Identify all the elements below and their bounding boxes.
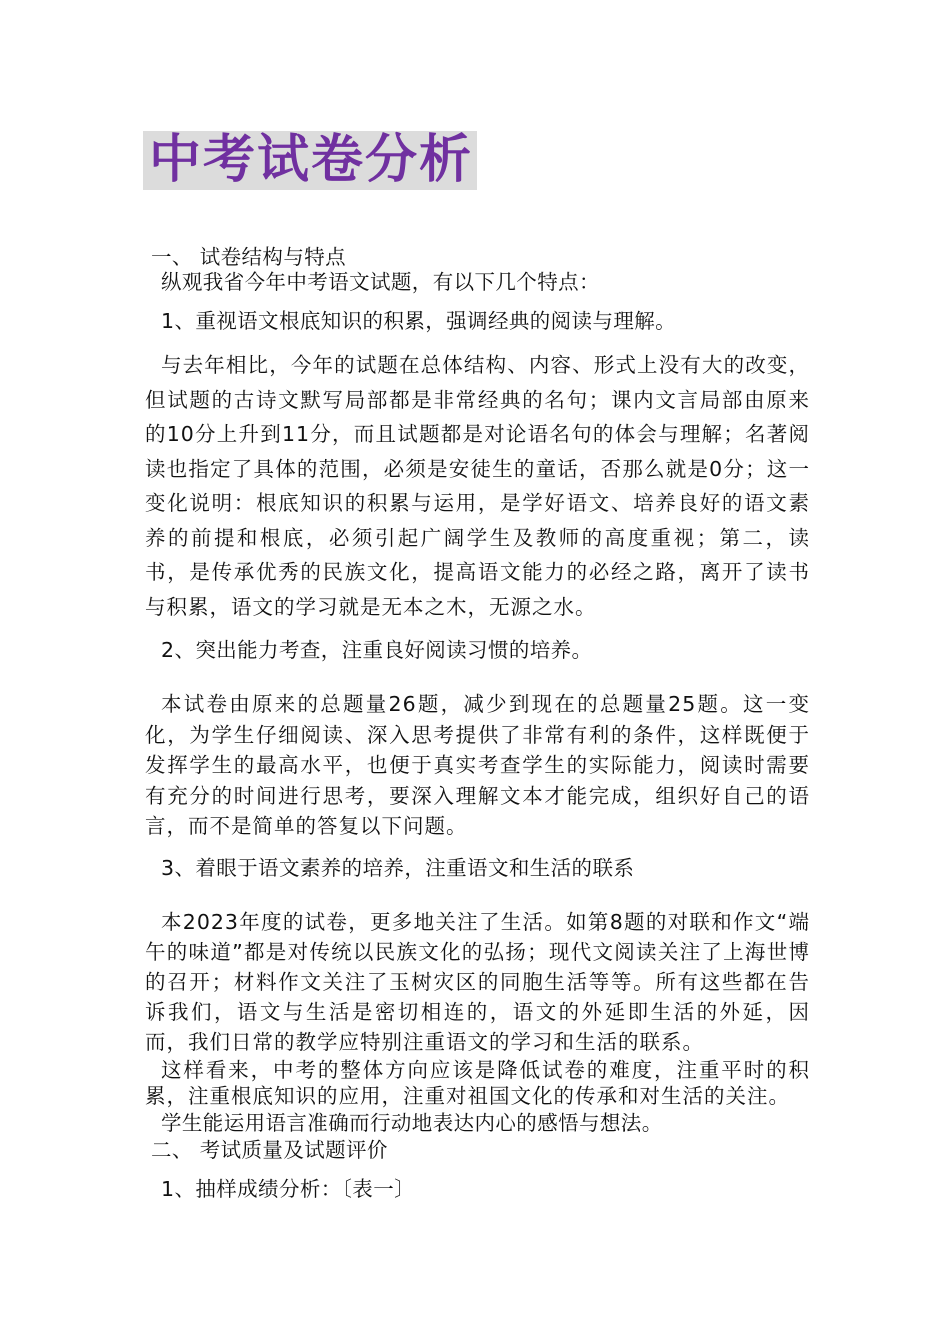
section-2-heading: 二、 考试质量及试题评价 bbox=[151, 1137, 388, 1162]
section-1-closing: 学生能运用语言准确而行动地表达内心的感悟与想法。 bbox=[161, 1110, 663, 1135]
point-2-body: 本试卷由原来的总题量26题，减少到现在的总题量25题。这一变化，为学生仔细阅读、深入思考提供了非常有利的条件，这样既便于发挥学生的最高水平，也便于真实考查学生的实际能力，阅读时需要有充分的时间进行思考，要深入理解文本才能完成，组织好自己的语言，而不是简单的答复以下问题。 bbox=[145, 692, 810, 838]
point-1-body: 与去年相比，今年的试题在总体结构、内容、形式上没有大的改变，但试题的古诗文默写局部都是非常经典的名句；课内文言局部由原来的10分上升到11分，而且试题都是对论语名句的体会与理解；名著阅读也指定了具体的范围，必须是安徒生的童话，否那么就是0分；这一变化说明：根底知识的积累与运用，是学好语文、培养良好的语文素养的前提和根底，必须引起广阔学生及教师的高度重视；第二，读书，是传承优秀的民族文化，提高语文能力的必经之路，离开了读书与积累，语文的学习就是无本之木，无源之水。 bbox=[145, 353, 810, 619]
section-1-intro: 纵观我省今年中考语文试题，有以下几个特点： bbox=[161, 270, 600, 294]
document-body bbox=[145, 245, 810, 1202]
point-3-body: 本2023年度的试卷，更多地关注了生活。如第8题的对联和作文“端午的味道”都是对传统以民族文化的弘扬；现代文阅读关注了上海世博的召开；材料作文关注了玉树灾区的同胞生活等等。所有这些都在告诉我们，语文与生活是密切相连的，语文的外延即生活的外延，因而，我们日常的教学应特别注重语文的学习和生活的联系。 bbox=[145, 909, 810, 1054]
title-highlight bbox=[143, 131, 477, 190]
page-title: 中考试卷分析 bbox=[149, 130, 474, 190]
section-1-conclusion: 这样看来，中考的整体方向应该是降低试卷的难度，注重平时的积累，注重根底知识的应用，注重对祖国文化的传承和对生活的关注。 bbox=[145, 1057, 810, 1108]
point-2-heading: 2、突出能力考查，注重良好阅读习惯的培养。 bbox=[161, 638, 593, 662]
section-2-item-1: 1、抽样成绩分析：〔表一〕 bbox=[161, 1176, 415, 1201]
point-3-heading: 3、着眼于语文素养的培养，注重语文和生活的联系 bbox=[161, 855, 635, 880]
section-1-heading: 一、 试卷结构与特点 bbox=[151, 245, 347, 269]
point-1-heading: 1、重视语文根底知识的积累，强调经典的阅读与理解。 bbox=[161, 309, 677, 333]
